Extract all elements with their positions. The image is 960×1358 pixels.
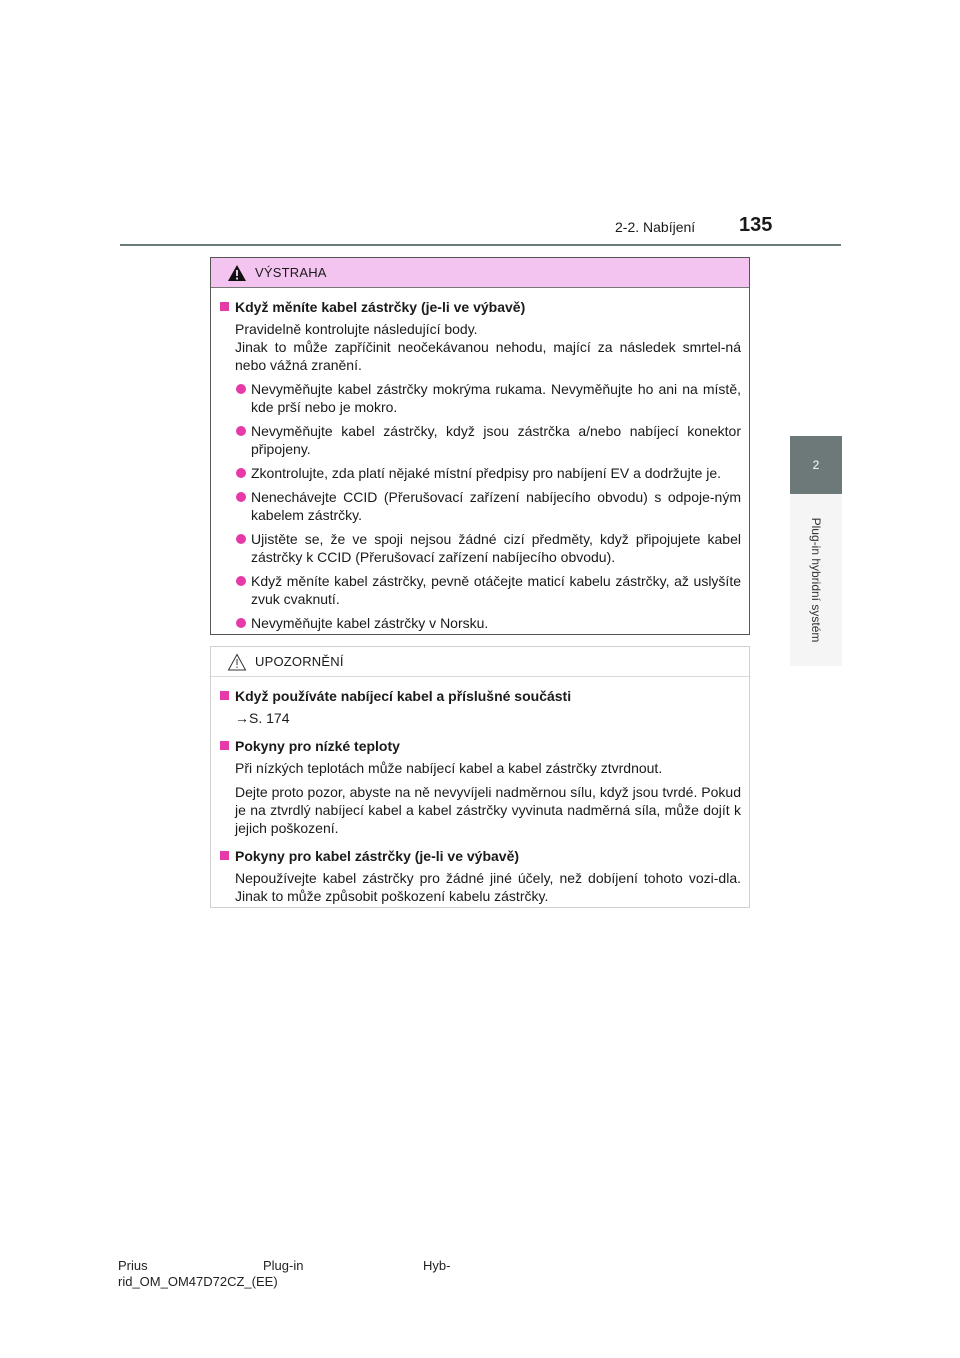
square-bullet-icon: [220, 691, 229, 700]
caution-body: [211, 677, 749, 905]
dot-bullet-icon: [236, 492, 246, 502]
list-item: [219, 572, 741, 608]
caution-section: [219, 847, 741, 905]
caution-paragraph: Dejte proto pozor, abyste na ně nevyvíjeli nadměrnou sílu, když jsou tvrdé. Pokud je na ztvrdlý nabíjecí kabel a kabel zástrčky vyvinuta nadměrná síla, může dojít k jejich poškození.: [235, 784, 741, 836]
caution-triangle-icon: [227, 653, 247, 671]
warning-intro-1: Pravidelně kontrolujte následující body.: [235, 321, 478, 337]
list-item-text: Zkontrolujte, zda platí nějaké místní předpisy pro nabíjení EV a dodržujte je.: [251, 465, 722, 481]
caution-heading: [219, 687, 741, 705]
list-item-text: Nevyměňujte kabel zástrčky v Norsku.: [251, 615, 489, 631]
footer-model: Prius: [118, 1258, 148, 1273]
list-item-text: Nenechávejte CCID (Přerušovací zařízení nabíjecího obvodu) s odpoje-ným kabelem zástrčky.: [251, 489, 741, 523]
caution-heading: [219, 737, 741, 755]
caution-title: UPOZORNĚNÍ: [255, 654, 344, 669]
caution-heading: [219, 847, 741, 865]
warning-title: VÝSTRAHA: [255, 265, 327, 280]
dot-bullet-icon: [236, 426, 246, 436]
dot-bullet-icon: [236, 468, 246, 478]
caution-heading-text: Když používáte nabíjecí kabel a příslušné součásti: [235, 688, 572, 704]
square-bullet-icon: [220, 851, 229, 860]
warning-triangle-icon: [227, 264, 247, 282]
warning-box: [210, 257, 750, 635]
list-item-text: Ujistěte se, že ve spoji nejsou žádné cizí předměty, když připojujete kabel zástrčky k CCID (Přerušovací zařízení nabíjecího obvodu).: [251, 531, 741, 565]
caution-section: [219, 687, 741, 727]
dot-bullet-icon: [236, 576, 246, 586]
caution-heading-text: Pokyny pro kabel zástrčky (je-li ve výbavě): [235, 848, 520, 864]
warning-body: [211, 288, 749, 632]
caution-heading-text: Pokyny pro nízké teploty: [235, 738, 400, 754]
list-item: [219, 380, 741, 416]
caution-section: [219, 737, 741, 837]
page-reference: →S. 174: [235, 710, 290, 726]
list-item-text: Nevyměňujte kabel zástrčky, když jsou zástrčka a/nebo nabíjecí konektor připojeny.: [251, 423, 741, 457]
chapter-tab: [790, 436, 842, 494]
dot-bullet-icon: [236, 618, 246, 628]
warning-header: [211, 258, 749, 288]
footer-type: Hyb-: [423, 1258, 451, 1273]
warning-heading-text: Když měníte kabel zástrčky (je-li ve výbavě): [235, 299, 526, 315]
page-number: 135: [739, 214, 773, 236]
caution-box: [210, 646, 750, 908]
list-item: [219, 422, 741, 458]
footer-variant: Plug-in: [263, 1258, 304, 1273]
chapter-number: 2: [812, 458, 820, 472]
list-item-text: Když měníte kabel zástrčky, pevně otáčejte maticí kabelu zástrčky, až uslyšíte zvuk cvaknutí.: [251, 573, 741, 607]
list-item: [219, 464, 741, 482]
caution-paragraph: Při nízkých teplotách může nabíjecí kabel a kabel zástrčky ztvrdnout.: [235, 760, 663, 776]
list-item-text: Nevyměňujte kabel zástrčky mokrýma rukama. Nevyměňujte ho ani na místě, kde prší nebo je mokro.: [251, 381, 741, 415]
warning-intro-2: Jinak to může zapříčinit neočekávanou nehodu, mající za následek smrtel-ná nebo vážná zranění.: [235, 339, 741, 373]
footer-line-1: [118, 1258, 450, 1274]
list-item: [219, 530, 741, 566]
square-bullet-icon: [220, 741, 229, 750]
chapter-label: Plug-in hybridní systém: [809, 517, 823, 643]
header-divider: [120, 244, 841, 246]
list-item: [219, 488, 741, 524]
section-title: 2-2. Nabíjení: [615, 219, 696, 235]
warning-heading: [219, 298, 741, 316]
caution-paragraph: Nepoužívejte kabel zástrčky pro žádné jiné účely, než dobíjení tohoto vozi-dla. Jinak to může způsobit poškození kabelu zástrčky.: [235, 870, 741, 904]
dot-bullet-icon: [236, 384, 246, 394]
square-bullet-icon: [220, 302, 229, 311]
list-item: [219, 614, 741, 632]
dot-bullet-icon: [236, 534, 246, 544]
footer-line-2: rid_OM_OM47D72CZ_(EE): [118, 1274, 278, 1289]
caution-header: [211, 647, 749, 677]
document-footer: [118, 1258, 450, 1290]
